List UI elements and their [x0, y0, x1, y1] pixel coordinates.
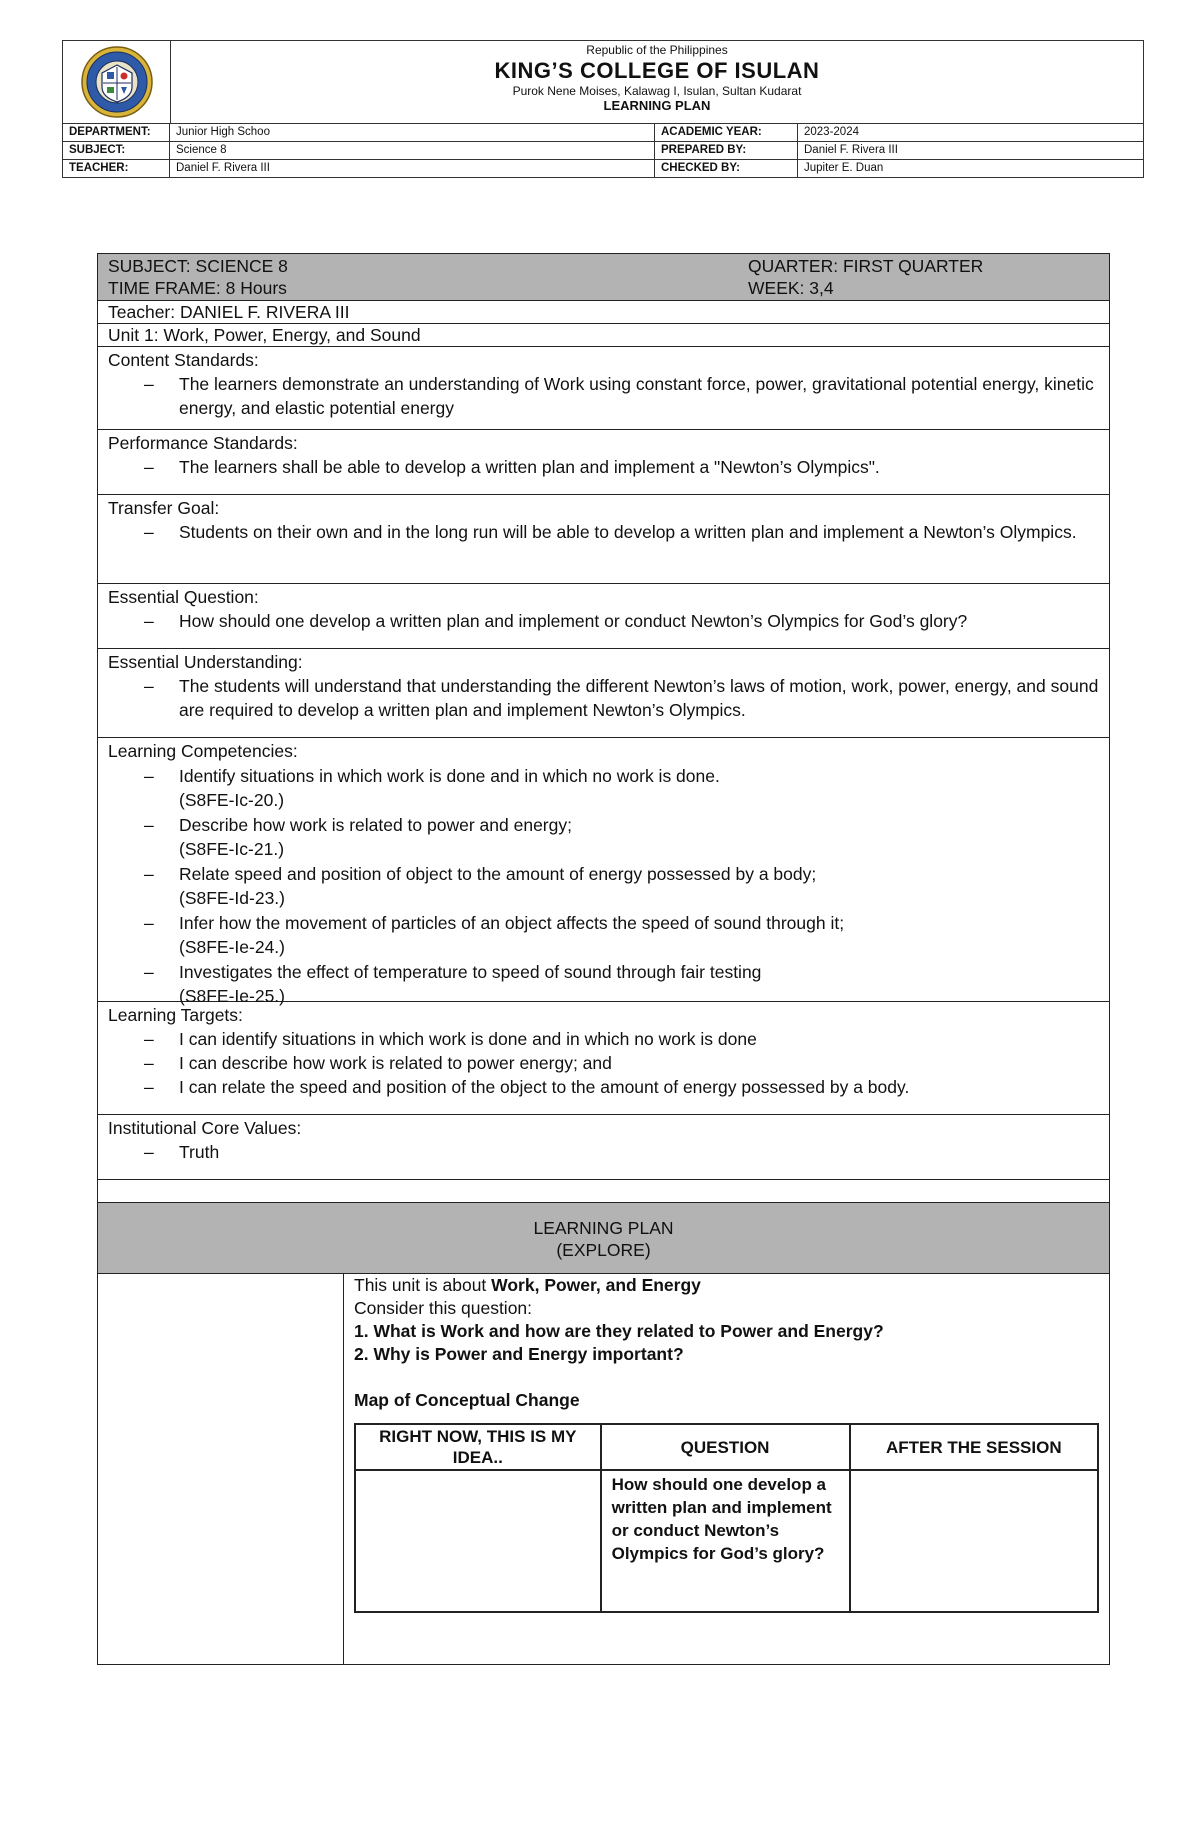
republic-text: Republic of the Philippines	[586, 43, 728, 57]
list-item: – Students on their own and in the long run will be able to develop a written plan and implement a Newton’s Olympics.	[144, 520, 1099, 544]
plan-title: LEARNING PLAN	[533, 1218, 674, 1238]
unit-row: Unit 1: Work, Power, Energy, and Sound	[98, 324, 1109, 347]
quarter: QUARTER: FIRST QUARTER	[748, 256, 984, 276]
header-title-row	[63, 41, 1143, 124]
competency-item	[144, 911, 1099, 960]
list-item: – The learners demonstrate an understanding of Work using constant force, power, gravitational potential energy, kinetic energy, and elastic potential energy	[144, 372, 1099, 420]
intro-prefix: This unit is about	[354, 1275, 492, 1295]
essential-question-section	[98, 584, 1109, 649]
teacher-label: TEACHER:	[63, 160, 170, 177]
table-row	[355, 1470, 1098, 1612]
college-seal-logo	[80, 45, 154, 119]
college-address: Purok Nene Moises, Kalawag I, Isulan, Sultan Kudarat	[512, 84, 802, 98]
subject-value: Science 8	[170, 142, 655, 159]
list-item: – Truth	[144, 1140, 1099, 1164]
subject-label: SUBJECT:	[63, 142, 170, 159]
learning-targets-section	[98, 1002, 1109, 1115]
prepared-by-label: PREPARED BY:	[655, 142, 798, 159]
explore-content	[344, 1274, 1109, 1664]
explore-row	[98, 1274, 1109, 1664]
teacher-row: Teacher: DANIEL F. RIVERA III	[98, 301, 1109, 324]
my-idea-cell	[355, 1470, 601, 1612]
department-label: DEPARTMENT:	[63, 124, 170, 141]
table-header: RIGHT NOW, THIS IS MY IDEA..	[355, 1424, 601, 1470]
spacer-row	[98, 1180, 1109, 1203]
question-1: 1. What is Work and how are they related to Power and Energy?	[354, 1321, 884, 1341]
map-title: Map of Conceptual Change	[354, 1390, 580, 1410]
target-item: – I can describe how work is related to power energy; and	[144, 1051, 1099, 1075]
subject-heading: SUBJECT: SCIENCE 8	[108, 256, 288, 276]
competency-item	[144, 862, 1099, 911]
competency-item	[144, 764, 1099, 813]
target-item: – I can identify situations in which work is done and in which no work is done	[144, 1027, 1099, 1051]
competency-code: (S8FE-Id-23.)	[179, 888, 285, 908]
section-title: Learning Targets:	[108, 1005, 243, 1025]
college-name: KING’S COLLEGE OF ISULAN	[494, 58, 820, 83]
checked-by-value: Jupiter E. Duan	[804, 162, 884, 174]
question-2: 2. Why is Power and Energy important?	[354, 1344, 684, 1364]
time-frame: TIME FRAME: 8 Hours	[108, 278, 287, 298]
section-title: Content Standards:	[108, 350, 259, 370]
academic-year-value: 2023-2024	[804, 126, 859, 138]
competency-text: Identify situations in which work is done and in which no work is done.	[179, 765, 720, 786]
prepared-by-value: Daniel F. Rivera III	[804, 144, 898, 156]
plan-subtitle: (EXPLORE)	[556, 1240, 651, 1260]
academic-year-label: ACADEMIC YEAR:	[655, 124, 798, 141]
competency-code: (S8FE-Ie-25.)	[179, 986, 285, 1006]
lesson-plan-table	[97, 253, 1110, 1665]
competency-code: (S8FE-Ic-20.)	[179, 790, 285, 810]
essential-understanding-section	[98, 649, 1109, 738]
target-item: – I can relate the speed and position of the object to the amount of energy possessed by a body.	[144, 1075, 1099, 1099]
section-title: Essential Understanding:	[108, 652, 303, 672]
unit-intro	[354, 1274, 1099, 1297]
competency-code: (S8FE-Ic-21.)	[179, 839, 285, 859]
header-info-row	[63, 124, 1143, 141]
competency-item	[144, 960, 1099, 1009]
section-title: Performance Standards:	[108, 433, 298, 453]
lesson-info-row	[98, 254, 1109, 301]
section-title: Institutional Core Values:	[108, 1118, 302, 1138]
header-info-row	[63, 141, 1143, 159]
conceptual-change-table	[354, 1423, 1099, 1613]
competency-code: (S8FE-Ie-24.)	[179, 937, 285, 957]
core-values-section	[98, 1115, 1109, 1180]
competency-text: Relate speed and position of object to the amount of energy possessed by a body;	[179, 863, 817, 884]
after-session-cell	[850, 1470, 1098, 1612]
explore-left-cell	[98, 1274, 344, 1664]
department-value: Junior High Schoo	[170, 124, 655, 141]
performance-standards-section	[98, 430, 1109, 495]
section-title: Learning Competencies:	[108, 741, 298, 761]
header-title-cell	[171, 41, 1143, 123]
table-header: AFTER THE SESSION	[850, 1424, 1098, 1470]
question-cell: How should one develop a written plan and implement or conduct Newton’s Olympics for God’s glory?	[601, 1470, 850, 1612]
competency-text: Investigates the effect of temperature to speed of sound through fair testing	[179, 961, 762, 982]
content-standards-section	[98, 347, 1109, 430]
competency-text: Describe how work is related to power and energy;	[179, 814, 572, 835]
checked-by-label: CHECKED BY:	[655, 160, 798, 177]
intro-topic: Work, Power, and Energy	[491, 1275, 701, 1295]
logo-cell	[63, 41, 171, 123]
teacher-value: Daniel F. Rivera III	[170, 160, 655, 177]
competency-item	[144, 813, 1099, 862]
table-header: QUESTION	[601, 1424, 850, 1470]
consider-text: Consider this question:	[354, 1298, 533, 1318]
section-title: Essential Question:	[108, 587, 259, 607]
list-item: – The learners shall be able to develop a written plan and implement a "Newton’s Olympics".	[144, 455, 1099, 479]
learning-plan-heading	[98, 1203, 1109, 1274]
week: WEEK: 3,4	[748, 278, 834, 298]
list-item: – The students will understand that understanding the different Newton’s laws of motion, work, power, energy, and sound are required to develop a written plan and implement Newton’s Olympics.	[144, 674, 1099, 722]
competency-text: Infer how the movement of particles of an object affects the speed of sound through it;	[179, 912, 845, 933]
section-title: Transfer Goal:	[108, 498, 220, 518]
transfer-goal-section	[98, 495, 1109, 584]
learning-competencies-section	[98, 738, 1109, 1006]
document-type: LEARNING PLAN	[603, 98, 711, 113]
list-item: – How should one develop a written plan and implement or conduct Newton’s Olympics for God’s glory?	[144, 609, 1099, 633]
school-header	[62, 40, 1144, 178]
header-info-row	[63, 159, 1143, 177]
